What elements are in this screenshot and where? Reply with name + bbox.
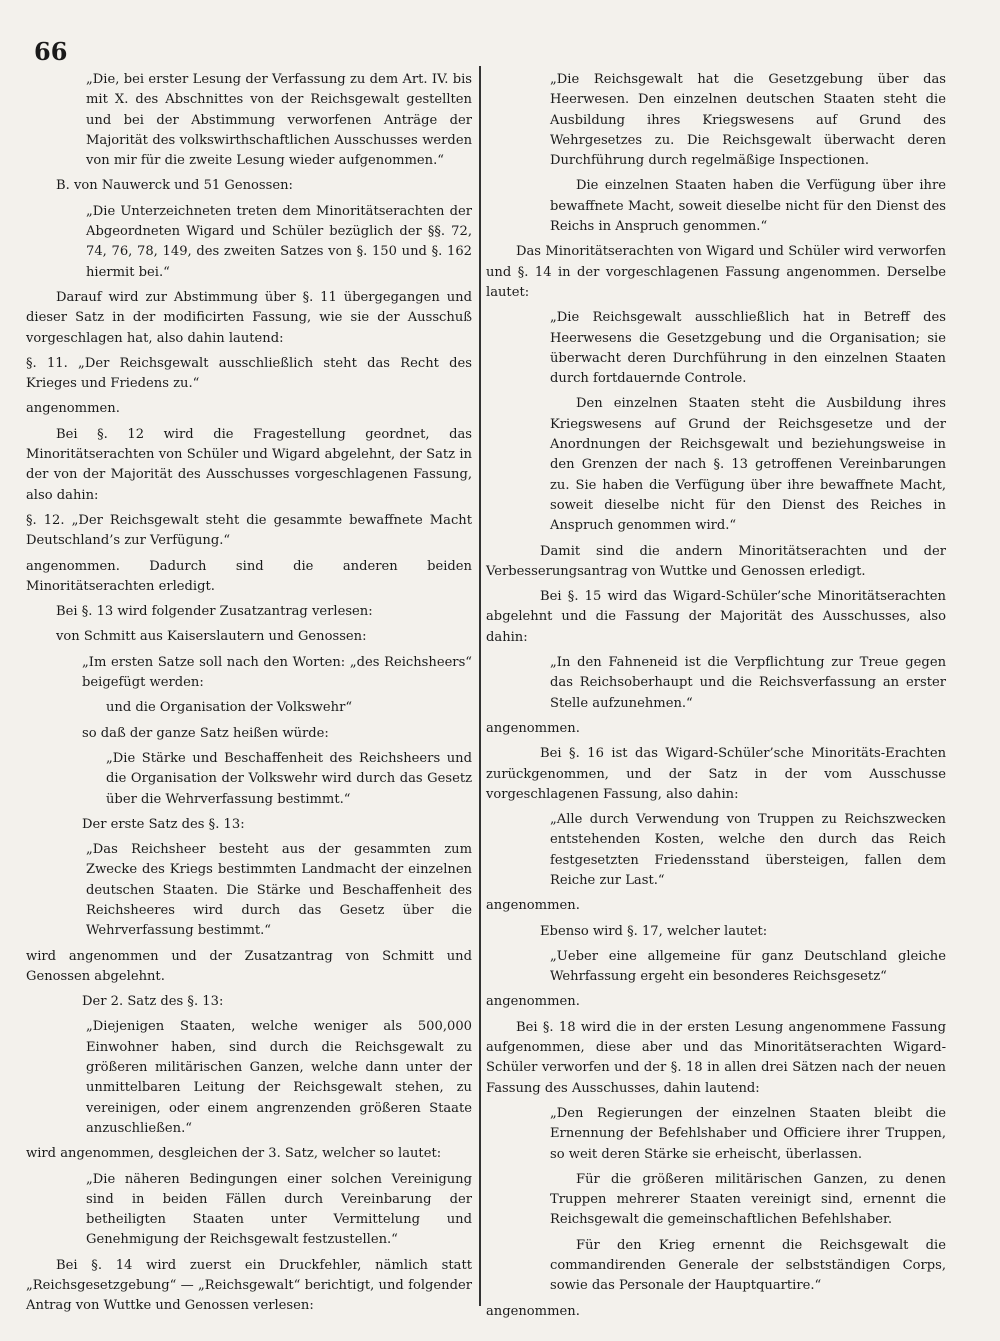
paragraph: Die einzelnen Staaten haben die Verfügung über ihre bewaffnete Macht, soweit dieselbe nicht für den Dienst des Reichs in Anspruch genommen.“ [550, 178, 946, 235]
paragraph: Bei §. 12 wird die Fragestellung geordnet, das Minoritätserachten von Schüler und Wigard abgelehnt, der Satz in der von der Majorität des Ausschusses vorgeschlagenen Fassung, also dahin: [26, 426, 472, 503]
paragraph: Der 2. Satz des §. 13: [82, 994, 224, 1010]
paragraph: §. 12. „Der Reichsgewalt steht die gesammte bewaffnete Macht Deutschland’s zur Verfügung.“ [26, 512, 472, 549]
page-number: 66 [34, 37, 68, 66]
paragraph: „Alle durch Verwendung von Truppen zu Reichszwecken entstehenden Kosten, welche den durch das Reich festgesetzten Friedensstand übersteigen, fallen dem Reiche zur Last.“ [550, 812, 946, 888]
paragraph: „Im ersten Satze soll nach den Worten: „des Reichsheers“ beigefügt werden: [82, 654, 472, 691]
paragraph: „Das Reichsheer besteht aus der gesammten zum Zwecke des Kriegs bestimmten Landmacht der einzelnen deutschen Staaten. Die Stärke und Beschaffenheit des Reichsheeres wird durch das Gesetz über die Wehrverfassung bestimmt.“ [86, 842, 472, 939]
paragraph: „Die Stärke und Beschaffenheit des Reichsheers und die Organisation der Volkswehr wird durch das Gesetz über die Wehrverfassung bestimmt.“ [106, 750, 472, 807]
paragraph: Bei §. 18 wird die in der ersten Lesung angenommene Fassung aufgenommen, diese aber und das Minoritätserachten Wigard-Schüler verworfen und der §. 18 in allen drei Sätzen nach der neuen Fassung des Ausschusses, dahin lautend: [486, 1019, 946, 1096]
paragraph: angenommen. [486, 1303, 580, 1319]
paragraph: wird angenommen, desgleichen der 3. Satz, welcher so lautet: [26, 1146, 442, 1162]
paragraph: „Die Reichsgewalt ausschließlich hat in Betreff des Heerwesens die Gesetzgebung und die Organisation; sie überwacht deren Durchführung in den einzelnen Staaten durch fortdauernde Controle. [550, 310, 946, 387]
paragraph: „In den Fahneneid ist die Verpflichtung zur Treue gegen das Reichsoberhaupt und die Reichsverfassung an erster Stelle aufzunehmen.“ [550, 655, 946, 711]
paragraph: Ebenso wird §. 17, welcher lautet: [540, 923, 768, 939]
paragraph: Bei §. 14 wird zuerst ein Druckfehler, nämlich statt „Reichsgesetzgebung“ — „Reichsgewalt“ berichtigt, und folgender Antrag von Wuttke und Genossen verlesen: [26, 1257, 472, 1314]
paragraph: Bei §. 16 ist das Wigard-Schüler’sche Minoritäts-Erachten zurückgenommen, und der Satz in der vom Ausschusse vorgeschlagenen Fassung, also dahin: [486, 746, 946, 802]
paragraph: Das Minoritätserachten von Wigard und Schüler wird verworfen und §. 14 in der vorgeschlagenen Fassung angenommen. Derselbe lautet: [486, 244, 946, 300]
paragraph: angenommen. [486, 994, 580, 1010]
paragraph: angenommen. [486, 898, 580, 914]
paragraph: „Die Unterzeichneten treten dem Minoritätserachten der Abgeordneten Wigard und Schüler bezüglich der §§. 72, 74, 76, 78, 149, des zweiten Satzes von §. 150 und §. 162 hiermit bei.“ [86, 203, 472, 280]
paragraph: angenommen. [486, 720, 580, 736]
paragraph: Für die größeren militärischen Ganzen, zu denen Truppen mehrerer Staaten vereinigt sind, ernennt die Reichsgewalt die gemeinschaftlichen Befehlshaber. [550, 1171, 946, 1228]
paragraph: Bei §. 15 wird das Wigard-Schüler’sche Minoritätserachten abgelehnt und die Fassung der Majorität des Ausschusses, also dahin: [486, 589, 946, 645]
paragraph: Den einzelnen Staaten steht die Ausbildung ihres Kriegswesens auf Grund der Reichsgesetze und der Anordnungen der Reichsgewalt und beziehungsweise in den Grenzen der nach §. 13 getroffenen Vereinbarungen zu. Sie haben die Verfügung über ihre bewaffnete Macht, soweit dieselbe nicht für den Dienst des Reiches in Anspruch genommen wird.“ [550, 396, 946, 534]
paragraph: „Die näheren Bedingungen einer solchen Vereinigung sind in beiden Fällen durch Vereinbarung der betheiligten Staaten unter Vermittelung und Genehmigung der Reichsgewalt festzustellen.“ [86, 1171, 472, 1248]
paragraph: Darauf wird zur Abstimmung über §. 11 übergegangen und dieser Satz in der modificirten Fassung, wie sie der Ausschuß vorgeschlagen hat, also dahin lautend: [26, 289, 472, 346]
paragraph: so daß der ganze Satz heißen würde: [82, 725, 329, 741]
paragraph: angenommen. [26, 401, 120, 417]
paragraph: von Schmitt aus Kaiserslautern und Genossen: [56, 629, 367, 645]
paragraph: „Die, bei erster Lesung der Verfassung zu dem Art. IV. bis mit X. des Abschnittes von der Reichsgewalt gestellten und bei der Abstimmung verworfenen Anträge der Majorität des volkswirthschaftlichen Ausschusses werden von mir für die zweite Lesung wieder aufgenommen.“ [86, 72, 472, 169]
paragraph: wird angenommen und der Zusatzantrag von Schmitt und Genossen abgelehnt. [26, 948, 472, 984]
right-column [486, 70, 946, 1327]
left-column [26, 70, 472, 1322]
paragraph: Für den Krieg ernennt die Reichsgewalt die commandirenden Generale der selbstständigen Corps, sowie das Personale der Hauptquartire.“ [550, 1237, 946, 1294]
paragraph: und die Organisation der Volkswehr“ [106, 700, 353, 716]
paragraph: „Ueber eine allgemeine für ganz Deutschland gleiche Wehrfassung ergeht ein besonderes Reichsgesetz“ [550, 948, 946, 985]
paragraph: „Den Regierungen der einzelnen Staaten bleibt die Ernennung der Befehlshaber und Officiere ihrer Truppen, so weit deren Stärke sie erheischt, überlassen. [550, 1105, 946, 1162]
paragraph: „Diejenigen Staaten, welche weniger als 500,000 Einwohner haben, sind durch die Reichsgewalt zu größeren militärischen Ganzen, welche dann unter der unmittelbaren Leitung der Reichsgewalt stehen, zu vereinigen, oder einem angrenzenden größeren Staate anzuschließen.“ [86, 1019, 472, 1136]
paragraph: §. 11. „Der Reichsgewalt ausschließlich steht das Recht des Krieges und Friedens zu.“ [26, 355, 472, 392]
column-divider [479, 66, 481, 1306]
paragraph: Der erste Satz des §. 13: [82, 816, 245, 832]
paragraph: „Die Reichsgewalt hat die Gesetzgebung über das Heerwesen. Den einzelnen deutschen Staaten steht die Ausbildung ihres Kriegswesens auf Grund des Wehrgesetzes zu. Die Reichsgewalt überwacht deren Durchführung durch regelmäßige Inspectionen. [550, 72, 946, 169]
paragraph: angenommen. Dadurch sind die anderen beiden Minoritätserachten erledigt. [26, 558, 472, 594]
paragraph: Damit sind die andern Minoritätserachten und der Verbesserungsantrag von Wuttke und Genossen erledigt. [486, 543, 946, 579]
paragraph: B. von Nauwerck und 51 Genossen: [56, 178, 293, 194]
paragraph: Bei §. 13 wird folgender Zusatzantrag verlesen: [56, 604, 373, 620]
